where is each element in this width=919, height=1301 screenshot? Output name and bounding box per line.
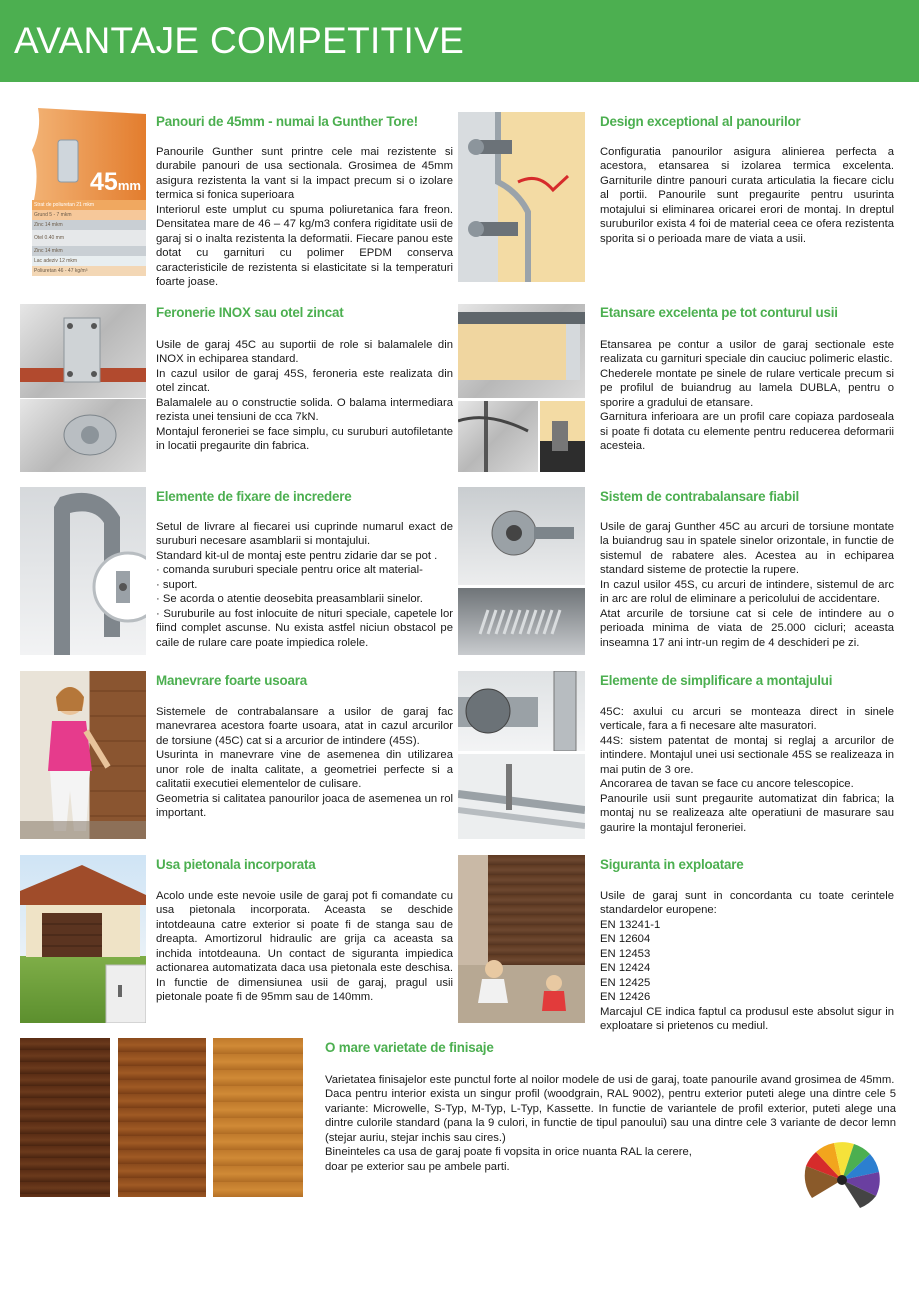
section-paragraph: Chederele montate pe sinele de rulare verticale precum si pe profilul de buiandrug au lamela DUBLA, pentru o sporire a gradului de etansare. bbox=[600, 367, 894, 409]
side-seal-image bbox=[458, 401, 538, 472]
legend-layer: Zinc 14 mkm bbox=[34, 248, 63, 254]
section-paragraph: · comanda suruburi speciale pentru orice alt material- bbox=[156, 564, 423, 577]
section-paragraph: EN 12453 bbox=[600, 947, 651, 960]
section-paragraph: Varietatea finisajelor este punctul forte al noilor modele de usi de garaj, toate panourile avand grosimea de 45mm. bbox=[325, 1074, 895, 1086]
section-body bbox=[600, 520, 894, 650]
torsion-spring-image bbox=[458, 487, 585, 585]
section-paragraph: Geometria si calitatea panourilor joaca de asemenea un rol important. bbox=[156, 792, 453, 820]
safety-kids-illustration bbox=[458, 855, 585, 1023]
section-paragraph: Acolo unde este nevoie usile de garaj pot fi comandate cu usa pietonala incorporata. Aceasta se deschide intotdeauna catre exterior si poate fi de stanga sau de dreapta. Amortizorul hidraulic are grija ca aceasta sa inchida intotdeauna. Un contact de siguranta impiedica actionarea automatizata daca usa pietonala este deschisa. In functie de dimensiunea usii de garaj, pragul usii pietonale poate fi de 95mm sau de 140mm. bbox=[156, 890, 453, 1004]
section-paragraph: 44S: sistem patentat de montaj si reglaj a arcurilor de intindere. Montajul unei usi sectionale 45S se realizeaza in mai putin de 3 ore. bbox=[600, 734, 894, 776]
section-title: Elemente de fixare de incredere bbox=[156, 489, 352, 504]
section-body bbox=[156, 705, 453, 821]
section-paragraph: Sistemele de contrabalansare a usilor de garaj fac manevrarea acestora foarte usoara, atat in cazul arcurilor de torsiune (45C) cat si a arcurior de intindere (45S). bbox=[156, 706, 453, 747]
section-paragraph: Etansarea pe contur a usilor de garaj sectionale este realizata cu garnituri speciale din cauciuc polimeric elastic. bbox=[600, 339, 894, 366]
screw-illustration bbox=[20, 399, 146, 472]
section-title: Usa pietonala incorporata bbox=[156, 857, 316, 872]
section-body bbox=[156, 889, 453, 1005]
ral-color-fan-image bbox=[802, 1140, 882, 1210]
section-title: Siguranta in exploatare bbox=[600, 857, 744, 872]
section-paragraph: EN 12426 bbox=[600, 991, 651, 1004]
section-paragraph: Balamalele au o constructie solida. O balama intermediara rezista unei tensiuni de cca 7kN. bbox=[156, 396, 453, 424]
section-body bbox=[156, 145, 453, 290]
section-paragraph: · suport. bbox=[156, 578, 198, 591]
bottom-seal-illustration bbox=[540, 401, 585, 472]
section-title: Elemente de simplificare a montajului bbox=[600, 673, 833, 688]
section-body bbox=[600, 338, 894, 454]
section-body bbox=[156, 520, 453, 650]
side-seal-illustration bbox=[458, 401, 538, 472]
section-paragraph: · Suruburile au fost inlocuite de nituri speciale, capetele lor fiind complet ascunse. Nu exista astfel niciun obstacol pe caile de rulare care poate impiedica rolele. bbox=[156, 607, 453, 649]
section-paragraph: Setul de livrare al fiecarei usi cuprinde numarul exact de suruburi necesare asamblarii si montajului. bbox=[156, 521, 453, 548]
panel-layers-legend bbox=[32, 200, 146, 276]
dark-oak-finish-swatch bbox=[20, 1038, 110, 1197]
section-paragraph: EN 12604 bbox=[600, 933, 651, 946]
fixing-bracket-illustration bbox=[20, 487, 146, 655]
section-paragraph: Marcajul CE indica faptul ca produsul este absolut sigur in exploatare si prietenos cu mediul. bbox=[600, 1005, 894, 1033]
section-paragraph: · Se acorda o atentie deosebita preasamblarii sinelor. bbox=[156, 593, 423, 606]
panel-joint-illustration bbox=[458, 112, 585, 282]
section-title: Feronerie INOX sau otel zincat bbox=[156, 305, 344, 320]
section-paragraph: EN 12424 bbox=[600, 962, 651, 975]
section-paragraph: EN 12425 bbox=[600, 976, 651, 989]
legend-layer: Strat de poliuretan 21 mkm bbox=[34, 202, 95, 208]
hinge-illustration bbox=[20, 304, 146, 398]
section-title: Etansare excelenta pe tot conturul usii bbox=[600, 305, 838, 320]
page-title: AVANTAJE COMPETITIVE bbox=[14, 20, 465, 61]
section-body bbox=[600, 889, 894, 1034]
page-header bbox=[0, 0, 919, 82]
legend-layer: Poliuretan 46 - 47 kg/m³ bbox=[34, 268, 88, 274]
section-paragraph: 45C: axului cu arcuri se monteaza direct in sinele verticale, fara a fi necesare alte masuratori. bbox=[600, 706, 894, 733]
section-paragraph: Usile de garaj 45C au suportii de role si balamalele din INOX in echiparea standard. bbox=[156, 339, 453, 366]
section-paragraph: Standard kit-ul de montaj este pentru zidarie dar se pot . bbox=[156, 549, 438, 562]
section-paragraph: Configuratia panourilor asigura alinierea perfecta a acestora, etansarea si izolarea termica excelenta. Garniturile dintre panouri curata articulatia la fiecare ciclu al portii. Panourile sunt pregaurite pentru usurinta motajului si eliminarea oricarei erori de montaj. In dreptul suruburilor exista 4 foi de material ceea ce ofera rezistenta sporita si o perioada mare de viata a usii. bbox=[600, 146, 894, 245]
house-garage-photo bbox=[20, 855, 146, 1023]
section-title: Manevrare foarte usoara bbox=[156, 673, 307, 688]
section-title: Design exceptional al panourilor bbox=[600, 114, 801, 129]
panel-joint-image bbox=[458, 112, 585, 282]
legend-layer: Zinc 14 mkm bbox=[34, 222, 63, 228]
panel-cross-section-image bbox=[20, 100, 146, 282]
section-title: Panouri de 45mm - numai la Gunther Tore! bbox=[156, 114, 418, 129]
section-title: Sistem de contrabalansare fiabil bbox=[600, 489, 799, 504]
section-paragraph: Garnitura inferioara are un profil care copiaza pardoseala si poate fi dotata cu elemente pentru reducerea deformarii acesteia. bbox=[600, 411, 894, 453]
bottom-seal-image bbox=[540, 401, 585, 472]
extension-spring-image bbox=[458, 588, 585, 655]
fixing-bracket-image bbox=[20, 487, 146, 655]
girl-opening-door-photo bbox=[20, 671, 146, 839]
legend-layer: Otel 0.40 mm bbox=[34, 235, 65, 241]
extension-spring-illustration bbox=[458, 588, 585, 655]
lintel-seal-image bbox=[458, 304, 585, 398]
golden-oak-finish-swatch bbox=[213, 1038, 303, 1197]
cherry-finish-swatch bbox=[118, 1038, 206, 1197]
section-paragraph: EN 13241-1 bbox=[600, 918, 661, 931]
house-garage-illustration bbox=[20, 855, 146, 1023]
section-body bbox=[600, 145, 894, 246]
screw-closeup-image bbox=[20, 399, 146, 472]
hinge-image bbox=[20, 304, 146, 398]
section-paragraph: Panourile Gunther sunt printre cele mai rezistente si durabile panouri de usa sectionala. Grosimea de 45mm asigura rezistenta la vant si la impact precum si o izolare termica si fonica superioara bbox=[156, 146, 453, 202]
section-paragraph: In cazul usilor 45S, cu arcuri de intindere, sistemul de arc in arc are rolul de eliminare a pericolului de accidentare. bbox=[600, 578, 894, 606]
section-paragraph: Atat arcurile de torsiune cat si cele de intindere au o perioada minima de viata de 25.000 cicluri; aceasta inseamna 17 ani intr-un regim de 4 deschideri pe zi. bbox=[600, 607, 894, 649]
thickness-label: 45mm bbox=[90, 168, 141, 196]
section-title: O mare varietate de finisaje bbox=[325, 1040, 494, 1055]
torsion-spring-illustration bbox=[458, 487, 585, 585]
spring-shaft-mount-image bbox=[458, 671, 585, 751]
color-fan-illustration bbox=[802, 1140, 882, 1210]
ceiling-anchor-illustration bbox=[458, 754, 585, 839]
section-paragraph: Ancorarea de tavan se face cu ancore telescopice. bbox=[600, 778, 854, 791]
safety-kids-photo bbox=[458, 855, 585, 1023]
section-paragraph: In cazul usilor de garaj 45S, feroneria este realizata din otel zincat. bbox=[156, 367, 453, 395]
section-paragraph: Interiorul este umplut cu spuma poliuretanica fara freon. Densitatea mare de 46 – 47 kg/m3 confera rigiditate usii de garaj si o inalta rezistenta la deformatii. Fiecare panou este dotat cu garnituri cu polimer EPDM conserva caracteristicile de rezistenta si elasticitate si la temperaturi foarte joase. bbox=[156, 203, 453, 289]
section-paragraph: Montajul feroneriei se face simplu, cu suruburi autofiletante in locatii pregaurite din fabrica. bbox=[156, 425, 453, 453]
section-paragraph: Panourile usii sunt pregaurite automatizat din fabrica; la montaj nu se realizeaza alte operatiuni de masurare sau gaurire la montajul feroneriei. bbox=[600, 792, 894, 834]
spring-shaft-illustration bbox=[458, 671, 585, 751]
section-paragraph: Usile de garaj sunt in concordanta cu toate cerintele standardelor europene: bbox=[600, 890, 894, 917]
section-paragraph: doar pe exterior sau pe ambele parti. bbox=[325, 1160, 510, 1173]
section-paragraph: Bineinteles ca usa de garaj poate fi vopsita in orice nuanta RAL la cerere, bbox=[325, 1146, 692, 1159]
section-body bbox=[600, 705, 894, 835]
section-paragraph: Daca pentru interior exista un singur profil (woodgrain, RAL 9002), pentru exterior puteti alege una dintre cele 5 variante: Microwelle, S-Typ, M-Typ, L-Typ, Kassette. In functie de variantele de profil exterior, puteti alege una dintre culorile standard (pana la 9 culori, in functie de tipul panoului) sau una dintre cele 3 variante de decor lemn (stejar auriu, stejar inchis sau cires.) bbox=[325, 1088, 896, 1144]
legend-layer: Lac adeziv 12 mkm bbox=[34, 258, 78, 264]
girl-illustration bbox=[20, 671, 146, 839]
ceiling-anchor-image bbox=[458, 754, 585, 839]
section-paragraph: Usile de garaj Gunther 45C au arcuri de torsiune montate la buiandrug sau in spatele sinelor orizontale, in functie de sistemul de rabatere ales. Acestea au in echiparea standard sisteme de protectie la rupere. bbox=[600, 521, 894, 577]
lintel-seal-illustration bbox=[458, 304, 585, 398]
legend-layer: Grund 5 - 7 mkm bbox=[34, 212, 72, 218]
section-paragraph: Usurinta in manevrare vine de asemenea din utilizarea unor role de inalta calitate, a geometriei perfecte si a calitatii executiei elementelor de culisare. bbox=[156, 749, 453, 791]
section-body bbox=[156, 338, 453, 454]
